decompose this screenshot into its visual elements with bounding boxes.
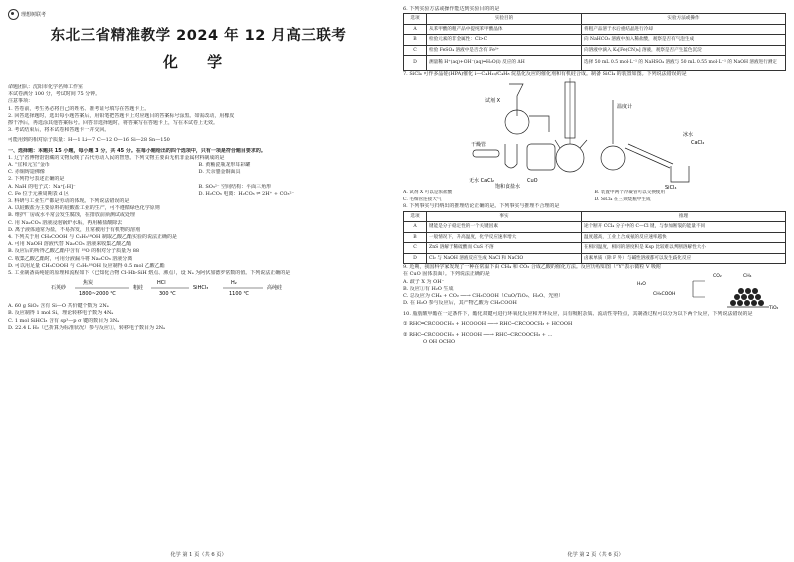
- notes-title: 注意事项：: [8, 98, 34, 105]
- diagram-co2: CO₂: [713, 274, 722, 280]
- q9-option-c: C. 总反应为 CH₄ + CO₂ ──→ CH₃COOH（CuO/TiO₂、H₂O、光照）: [403, 292, 564, 299]
- question-7: 7. SiCl₄ 可作多晶硅(HPA)催化 i—C₄H₁₀/C₄H₈ 烷基化反应的催化剂和有机硅合成。制备 SiCl₄ 的装置如图。下列说法错误的是: [403, 71, 687, 78]
- q9-option-d: D. 在 H₂O 参与反应后，其产物乙酸为 CH₃COOH: [403, 300, 517, 307]
- atomic-masses: 可能用到的相对原子质量：H—1 Li—7 C—12 O—16 Si—28 Sn—150: [8, 137, 170, 144]
- q8-cell: 在相同温度，相同的溶度积是 Ksp 比较难以判断溶解性大小: [582, 243, 786, 254]
- q8-table: [403, 211, 786, 265]
- q6-cell: 将粗产品溶于水后重结晶进行冷却: [582, 24, 786, 35]
- q6-cell: 检验 FeSO₄ 溶液中是否含有 Fe³⁺: [427, 45, 582, 56]
- q6-header: 实验目的: [427, 14, 582, 25]
- q9-option-a: A. 歧子 X 为 OH⁻: [403, 278, 445, 285]
- q10-reaction-2: ② RHC─CRCOOCH₃ + HCOOH ──→ RHC─CRCOOCH₃ + …: [403, 331, 553, 338]
- note-line: 2. 回答选择题时，选出每小题答案后，用铅笔把答题卡上对应题目的答案标号涂黑。如需改动，用橡皮: [8, 112, 235, 119]
- q8-cell: ZnS 溶解于稀硫酸而 CuS 不溶: [427, 243, 582, 254]
- q5-option-c: C. 1 mol SiHCl₃ 含有 sp³—p σ 键的数目为 3Nₐ: [8, 317, 120, 324]
- flow-temp1: 1800~2000 ℃: [78, 291, 116, 298]
- q6-cell: 检验元素的非金属性：Cl>C: [427, 35, 582, 46]
- diagram-ch4: CH₄: [743, 274, 752, 280]
- q8-cell: 键能是分子稳定性的一个关键因素: [427, 222, 582, 233]
- label-brine: 饱和食盐水: [494, 184, 520, 191]
- note-line: 3. 考试结束后，将本试卷和答题卡一并交回。: [8, 127, 110, 134]
- q2-option-b: B. SO₃²⁻ 空间结构：平面三角形: [198, 183, 272, 190]
- q8-cell: B: [404, 232, 427, 243]
- page-footer-right: 化学 第 2 页（共 6 页）: [567, 552, 624, 558]
- logo-icon: [8, 9, 19, 20]
- q6-cell: C: [404, 45, 427, 56]
- q7-option-b: B. 装置中两个冷凝管可以交换使用: [594, 190, 666, 196]
- q8-header: 选项: [404, 211, 427, 222]
- q8-cell: 途个断开 CCl₄ 分子中的 C—Cl 键，与参加断裂的能量不同: [582, 222, 786, 233]
- q7-option-a: A. 试剂 X 可以是浓盐酸: [403, 190, 453, 196]
- q6-cell: 从苯甲酸的粗产品中提纯苯甲酸晶体: [427, 24, 582, 35]
- label-drying-tube: 干燥管: [470, 142, 486, 149]
- q6-cell: D: [404, 56, 427, 71]
- q8-cell: C: [404, 243, 427, 254]
- question-10: 10. 脂肪酸甲酯在一定条件下，酯化双键可进行环氧化反应和开环反应，具有吸附杂质、流动性等特点，其制备过程可以分为以下两个反应，下列说法错误的是: [403, 311, 753, 318]
- flow-coke: 焦炭: [82, 280, 93, 287]
- q10-reaction-1: ① RHC═CRCOOCH₃ + HCOOOH ──→ RHC─CRCOOCH₃ + HCOOH: [403, 320, 573, 327]
- q4-option-d: D. 可以用足量 CH₃COOH 与 C₂H₅¹⁸OH 反应制得 0.5 mol 乙酸乙酯: [8, 262, 165, 269]
- page-right: [397, 0, 794, 562]
- diagram-tio2: TiO₂: [769, 306, 779, 312]
- flow-temp2: 300 ℃: [158, 291, 176, 298]
- q8-header: 事实: [427, 211, 582, 222]
- q6-table: [403, 13, 786, 71]
- q6-header: 实验方法或操作: [582, 14, 786, 25]
- q9-stem-cont: 在 CuO 固体表面）。下列说法正确的是: [403, 271, 490, 278]
- q5-option-b: B. 反应制得 1 mol Si，理论转移电子数为 4Nₐ: [8, 310, 114, 317]
- flow-temp3: 1100 ℃: [228, 291, 249, 298]
- label-sicl4: SiCl₄: [664, 185, 676, 191]
- flow-crude-si: 粗硅: [132, 285, 143, 292]
- q2-option-c: C. Fe 位于元素周期表 d 区: [8, 190, 69, 197]
- q3-option-c: C. 用 Na₂CO₃ 溶液浸泡锅炉水垢，再用稀盐酸除去: [8, 219, 123, 226]
- exam-title: 东北三省精准教学 2024 年 12 月高三联考: [50, 28, 347, 44]
- q1-option-c: C. 赤铜铸造佛像: [8, 169, 45, 176]
- question-6: 6. 下列实验方法或操作能达到实验目的的是: [403, 6, 500, 12]
- question-5: 5. 工业制备高纯硅的原理和流程如下（已知化合物 Cl-Hb-SiH 熔点、沸点），设 Nₐ 为阿伏加德罗常数的值。下列说法正确的是: [8, 270, 291, 277]
- question-4: 4. 下列关于用 CH₃COOH 与 C₂H₅¹⁸OH 制取乙酸乙酯实验的说法正确的是: [8, 234, 177, 241]
- q5-option-d: D. 22.4 L H₂（已折算为标准状况）参与反应①，转移电子数目为 2Nₐ: [8, 324, 166, 331]
- q6-cell: 向 NaHCO₃ 溶液中加入稀盐酸，观察是否有气泡生成: [582, 35, 786, 46]
- q3-option-d: D. 离子液体通常为盐，不易挥发，且常被用于有机物的溶剂: [8, 226, 141, 233]
- diagram-h2o: H₂O: [637, 282, 646, 288]
- brand-logo: [8, 6, 389, 22]
- subject-title: 化 学: [162, 53, 235, 71]
- section-heading: 一、选择题：本题共 15 小题，每小题 3 分，共 45 分。在每小题给出的四个选项中，只有一项是符合题目要求的。: [8, 147, 266, 154]
- q8-cell: 温度越高，工业上合成氨的反应速率越快: [582, 232, 786, 243]
- note-line: 1. 答卷前，考生务必将自己的姓名、准考证号填写在答题卡上。: [8, 105, 150, 112]
- q1-option-b: B. 黄釉瓷瓶龙形耳彩罐: [198, 162, 251, 169]
- q4-option-a: A. 可用 NaOH 溶液代替 Na₂CO₃ 溶液来收集乙酸乙酯: [8, 241, 132, 248]
- question-1: 1. 辽宁省博物馆馆藏的文物反映了古代劳动人民的智慧。下列文物主要由无机非金属材料制成的是: [8, 154, 225, 161]
- q4-option-c: C. 收集乙酸乙酯时，可用分液漏斗将 Na₂CO₃ 溶液分离: [8, 255, 133, 262]
- question-8: 8. 下列事实与归纳出的推理结论正确的是。下列事实与推理不合理的是: [403, 203, 560, 210]
- silicon-flow-diagram: [8, 277, 389, 303]
- q4-option-b: B. 反应后的所得乙酸乙酯中含有 ¹⁸O 的相对分子质量为 88: [8, 248, 140, 255]
- label-cacl2-tube: CaCl₂: [690, 140, 704, 147]
- author-line: 命题团队：沈阳市化学名师工作室: [8, 84, 84, 90]
- flow-sihcl3: SiHCl₃: [192, 285, 208, 292]
- q7-option-c: C. 毛细管连接大气: [403, 196, 442, 202]
- q1-option-a: A. “宜和元宝”金币: [8, 162, 50, 169]
- q8-cell: Cl₂ 与 NaOH 溶液反应生成 NaCl 和 NaClO: [427, 253, 582, 264]
- diagram-acetic: CH₃COOH: [653, 292, 676, 298]
- note-line: 擦干净后，再选涂其他答案标号。回答非选择题时，将答案写在答题卡上，写在本试卷上无效。: [8, 120, 219, 127]
- apparatus-diagram: [403, 78, 786, 190]
- q8-cell: 卤素单质（除 F 外）与碱性溶液都可以发生歧化反应: [582, 253, 786, 264]
- q6-cell: 选择 50 mL 0.5 mol·L⁻¹ 的 NaHSO₄ 溶液与 50 mL 0.55 mol·L⁻¹ 的 NaOH 溶液进行测定: [582, 56, 786, 71]
- label-reagent-x: 试剂 X: [484, 98, 500, 105]
- flow-quartz: 石英砂: [50, 285, 66, 292]
- q6-header: 选项: [404, 14, 427, 25]
- score-line: 本试卷满分 100 分，考试时间 75 分钟。: [8, 91, 101, 98]
- question-3: 3. 科研与工业生产都是劳动的体现。下列说法错误的是: [8, 198, 130, 205]
- q9-option-b: B. 反应①有 H₂O 生成: [403, 285, 454, 292]
- page-footer-left: 化学 第 1 页（共 6 页）: [170, 552, 227, 558]
- label-cuo: CuO: [526, 178, 538, 185]
- label-ice-water: 冰水: [682, 132, 693, 139]
- q3-option-a: A. 以硅酸盐为主要原料的硅酸盐工业的生产，可不遵循绿色化学原则: [8, 205, 160, 212]
- q6-cell: A: [404, 24, 427, 35]
- q2-option-d: D. H₂CO₃ 电离：H₂CO₃ ⇌ 2H⁺ + CO₃²⁻: [198, 190, 295, 197]
- q6-cell: 向溶液中滴入 K₃[Fe(CN)₆] 溶液，观察是否产生蓝色沉淀: [582, 45, 786, 56]
- q1-option-d: D. 夫余鎏金铜面具: [198, 169, 241, 176]
- q8-cell: 一般情况下，升高温度，化学反应速率增大: [427, 232, 582, 243]
- q8-header: 推理: [582, 211, 786, 222]
- logo-text: 理想树联考: [21, 11, 47, 18]
- label-thermometer: 温度计: [616, 104, 632, 111]
- q8-cell: D: [404, 253, 427, 264]
- flow-hcl: HCl: [156, 280, 166, 287]
- flow-h2: H₂: [230, 280, 237, 287]
- q3-option-b: B. 维护厂房或水平常会发生腐蚀，在排放前须测试或处理: [8, 212, 135, 219]
- q6-cell: B: [404, 35, 427, 46]
- q8-cell: A: [404, 222, 427, 233]
- question-9: 9. 近期，我国科学家发现了一种在常温下由 CH₄ 和 CO₂ 合成乙酸的催化方法。反应历程如图（“Y”表示微粒 V 吸附: [403, 264, 662, 271]
- flow-pure-si: 高纯硅: [266, 285, 282, 292]
- label-cacl2: 无水 CaCl₂: [468, 178, 494, 185]
- q2-option-a: A. NaH 的电子式：Na⁺[:H]⁻: [8, 183, 76, 190]
- catalyst-diagram: [633, 271, 783, 311]
- q5-option-a: A. 60 g SiO₂ 含有 Si—O 共价键个数为 2Nₐ: [8, 303, 109, 310]
- question-2: 2. 下列符号表述正确的是: [8, 176, 65, 183]
- q7-option-d: D. SiCl₄ 在三颈烧瓶中生成: [594, 196, 651, 202]
- q6-cell: 测量稀 H⁺(aq)+OH⁻(aq)═H₂O(l) 反应的 ΔH: [427, 56, 582, 71]
- q10-reaction-2-sub: O OH OCHO: [423, 338, 456, 345]
